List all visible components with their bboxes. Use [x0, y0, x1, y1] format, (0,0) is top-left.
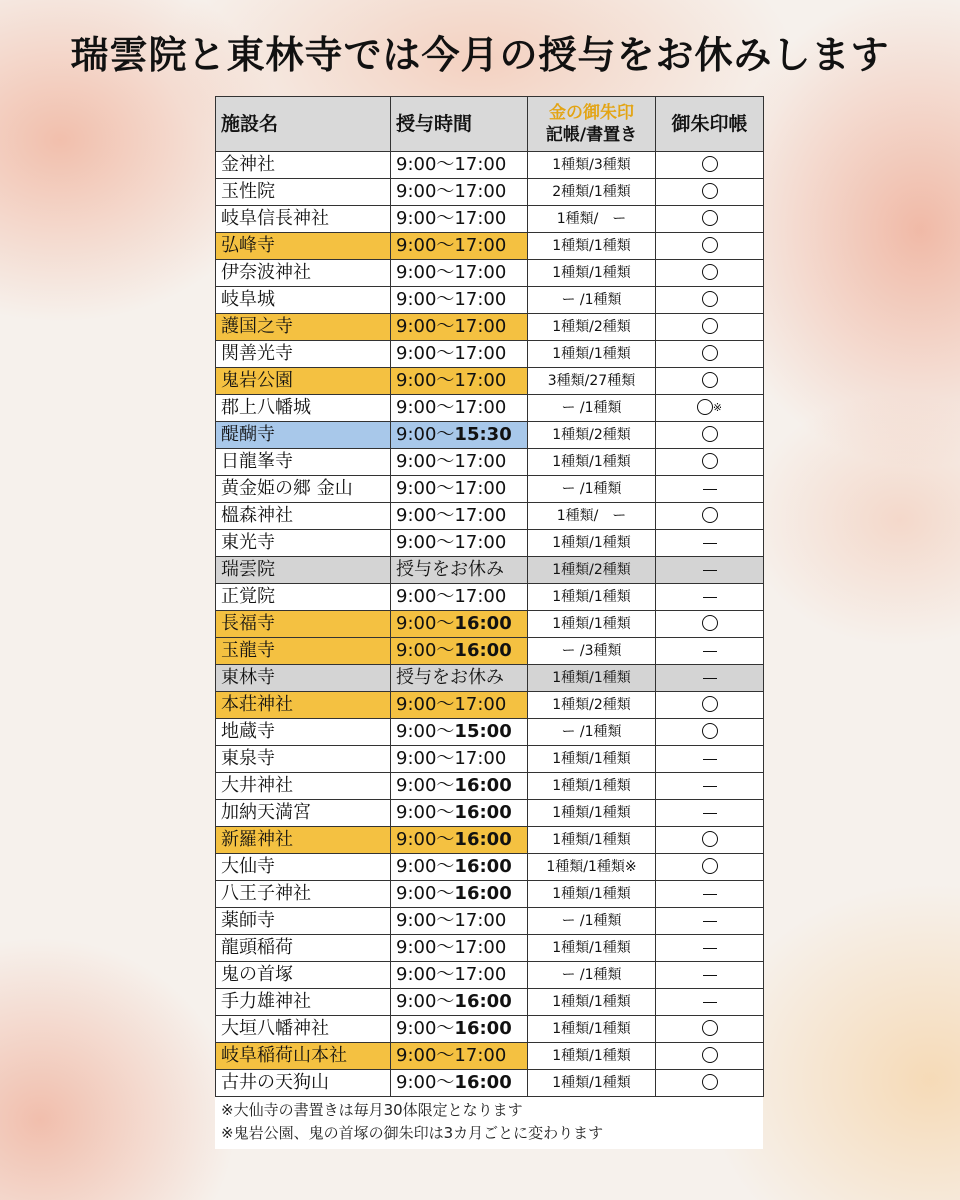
header-gold-title: 金の御朱印 [549, 103, 634, 123]
hours-start: 9:00〜 [396, 937, 455, 958]
gold-goshuin-cell: 1種類/1種類 [528, 449, 656, 476]
circle-mark-icon [702, 453, 718, 469]
goshuin-book-cell [656, 665, 764, 692]
hours-end: 17:00 [454, 532, 507, 553]
circle-mark-icon [702, 1074, 718, 1090]
hours-end: 16:00 [454, 856, 512, 877]
hours-start: 授与をお休み [396, 667, 504, 688]
hours-start: 9:00〜 [396, 262, 455, 283]
facility-name: 鬼の首塚 [216, 962, 391, 989]
hours-cell [391, 881, 528, 908]
hours-start: 9:00〜 [396, 343, 455, 364]
gold-goshuin-cell: ー /1種類 [528, 476, 656, 503]
dash-mark-icon [703, 570, 717, 571]
hours-end: 16:00 [454, 640, 512, 661]
circle-mark-icon [702, 210, 718, 226]
hours-start: 9:00〜 [396, 856, 455, 877]
goshuin-book-cell [656, 827, 764, 854]
header-hours: 授与時間 [391, 97, 528, 152]
table-row [216, 611, 764, 638]
table-row [216, 1016, 764, 1043]
hours-start: 授与をお休み [396, 559, 504, 580]
hours-cell [391, 908, 528, 935]
hours-end: 17:00 [454, 748, 507, 769]
hours-cell [391, 1043, 528, 1070]
gold-goshuin-cell: 1種類/1種類 [528, 665, 656, 692]
table-row [216, 422, 764, 449]
table-row [216, 719, 764, 746]
hours-start: 9:00〜 [396, 181, 455, 202]
hours-cell [391, 503, 528, 530]
gold-goshuin-cell: 1種類/1種類 [528, 530, 656, 557]
goshuin-book-cell [656, 962, 764, 989]
hours-start: 9:00〜 [396, 613, 455, 634]
hours-end: 17:00 [454, 586, 507, 607]
goshuin-book-cell [656, 476, 764, 503]
facility-name: 瑞雲院 [216, 557, 391, 584]
goshuin-book-cell [656, 854, 764, 881]
gold-goshuin-cell: 2種類/1種類 [528, 179, 656, 206]
goshuin-book-cell [656, 908, 764, 935]
gold-goshuin-cell: 1種類/2種類 [528, 692, 656, 719]
facility-name: 正覚院 [216, 584, 391, 611]
circle-mark-icon [697, 399, 713, 415]
hours-cell [391, 800, 528, 827]
footnote: ※大仙寺の書置きは毎月30体限定となります [221, 1101, 523, 1119]
table-row [216, 557, 764, 584]
hours-start: 9:00〜 [396, 505, 455, 526]
hours-start: 9:00〜 [396, 451, 455, 472]
hours-start: 9:00〜 [396, 1018, 455, 1039]
hours-start: 9:00〜 [396, 640, 455, 661]
hours-start: 9:00〜 [396, 964, 455, 985]
facility-name: 新羅神社 [216, 827, 391, 854]
hours-end: 17:00 [454, 505, 507, 526]
hours-end: 17:00 [454, 397, 507, 418]
facility-name: 玉龍寺 [216, 638, 391, 665]
circle-mark-icon [702, 237, 718, 253]
page-title: 瑞雲院と東林寺では今月の授与をお休みします [70, 33, 890, 77]
facility-name: 郡上八幡城 [216, 395, 391, 422]
hours-start: 9:00〜 [396, 721, 455, 742]
hours-end: 17:00 [454, 694, 507, 715]
table-row [216, 287, 764, 314]
facility-name: 榲森神社 [216, 503, 391, 530]
hours-cell [391, 179, 528, 206]
hours-cell [391, 1016, 528, 1043]
book-note-mark: ※ [712, 401, 723, 414]
hours-cell [391, 206, 528, 233]
table-row [216, 989, 764, 1016]
gold-goshuin-cell: ー /1種類 [528, 962, 656, 989]
table-row [216, 800, 764, 827]
dash-mark-icon [703, 543, 717, 544]
circle-mark-icon [702, 156, 718, 172]
goshuin-book-cell [656, 800, 764, 827]
table-row [216, 1043, 764, 1070]
gold-goshuin-cell: 1種類/2種類 [528, 314, 656, 341]
hours-cell [391, 368, 528, 395]
gold-goshuin-cell: ー /1種類 [528, 908, 656, 935]
hours-start: 9:00〜 [396, 235, 455, 256]
header-gold [528, 97, 656, 152]
circle-mark-icon [702, 858, 718, 874]
table-row [216, 827, 764, 854]
hours-end: 16:00 [454, 775, 512, 796]
facility-name: 大仙寺 [216, 854, 391, 881]
goshuin-book-cell [656, 557, 764, 584]
table-row [216, 638, 764, 665]
hours-start: 9:00〜 [396, 991, 455, 1012]
table-row [216, 314, 764, 341]
table-row [216, 368, 764, 395]
dash-mark-icon [703, 948, 717, 949]
goshuin-book-cell [656, 314, 764, 341]
facility-name: 醍醐寺 [216, 422, 391, 449]
hours-cell [391, 665, 528, 692]
goshuin-book-cell [656, 881, 764, 908]
hours-end: 17:00 [454, 937, 507, 958]
table-row [216, 773, 764, 800]
hours-end: 17:00 [454, 964, 507, 985]
hours-end: 17:00 [454, 910, 507, 931]
facility-name: 岐阜信長神社 [216, 206, 391, 233]
hours-end: 16:00 [454, 883, 512, 904]
dash-mark-icon [703, 1002, 717, 1003]
goshuin-table-card [215, 96, 763, 1149]
hours-start: 9:00〜 [396, 748, 455, 769]
dash-mark-icon [703, 489, 717, 490]
hours-end: 15:30 [454, 424, 512, 445]
hours-end: 17:00 [454, 478, 507, 499]
gold-goshuin-cell: 1種類/1種類 [528, 584, 656, 611]
table-row [216, 233, 764, 260]
table-row [216, 962, 764, 989]
circle-mark-icon [702, 426, 718, 442]
gold-goshuin-cell: 3種類/27種類 [528, 368, 656, 395]
facility-name: 伊奈波神社 [216, 260, 391, 287]
table-row [216, 206, 764, 233]
hours-end: 17:00 [454, 154, 507, 175]
gold-goshuin-cell: 1種類/ ー [528, 503, 656, 530]
hours-end: 16:00 [454, 613, 512, 634]
table-row [216, 584, 764, 611]
hours-cell [391, 260, 528, 287]
table-row [216, 260, 764, 287]
facility-name: 鬼岩公園 [216, 368, 391, 395]
hours-end: 17:00 [454, 316, 507, 337]
hours-start: 9:00〜 [396, 154, 455, 175]
table-row [216, 395, 764, 422]
hours-end: 17:00 [454, 181, 507, 202]
hours-end: 16:00 [454, 1018, 512, 1039]
header-book: 御朱印帳 [656, 97, 764, 152]
table-header-row [216, 97, 764, 152]
gold-goshuin-cell: 1種類/1種類 [528, 935, 656, 962]
header-gold-sub: 記帳/書置き [545, 125, 638, 145]
facility-name: 日龍峯寺 [216, 449, 391, 476]
circle-mark-icon [702, 318, 718, 334]
gold-goshuin-cell: 1種類/1種類 [528, 773, 656, 800]
goshuin-book-cell [656, 395, 764, 422]
facility-name: 本荘神社 [216, 692, 391, 719]
facility-name: 手力雄神社 [216, 989, 391, 1016]
facility-name: 東林寺 [216, 665, 391, 692]
facility-name: 地蔵寺 [216, 719, 391, 746]
table-row [216, 503, 764, 530]
table-row [216, 341, 764, 368]
table-row [216, 179, 764, 206]
facility-name: 龍頭稲荷 [216, 935, 391, 962]
hours-cell [391, 746, 528, 773]
circle-mark-icon [702, 264, 718, 280]
goshuin-book-cell [656, 746, 764, 773]
hours-cell [391, 584, 528, 611]
goshuin-book-cell [656, 719, 764, 746]
goshuin-book-cell [656, 449, 764, 476]
dash-mark-icon [703, 786, 717, 787]
hours-start: 9:00〜 [396, 370, 455, 391]
gold-goshuin-cell: 1種類/3種類 [528, 152, 656, 179]
hours-start: 9:00〜 [396, 532, 455, 553]
hours-end: 17:00 [454, 1045, 507, 1066]
goshuin-book-cell [656, 152, 764, 179]
table-row [216, 1070, 764, 1097]
dash-mark-icon [703, 921, 717, 922]
goshuin-book-cell [656, 1016, 764, 1043]
hours-cell [391, 422, 528, 449]
hours-start: 9:00〜 [396, 478, 455, 499]
gold-goshuin-cell: 1種類/1種類 [528, 827, 656, 854]
dash-mark-icon [703, 597, 717, 598]
goshuin-book-cell [656, 503, 764, 530]
hours-cell [391, 1070, 528, 1097]
hours-end: 16:00 [454, 829, 512, 850]
facility-name: 金神社 [216, 152, 391, 179]
goshuin-book-cell [656, 692, 764, 719]
hours-cell [391, 989, 528, 1016]
facility-name: 東光寺 [216, 530, 391, 557]
hours-end: 16:00 [454, 991, 512, 1012]
hours-cell [391, 287, 528, 314]
gold-goshuin-cell: ー /1種類 [528, 719, 656, 746]
hours-cell [391, 638, 528, 665]
dash-mark-icon [703, 975, 717, 976]
goshuin-book-cell [656, 179, 764, 206]
hours-cell [391, 962, 528, 989]
goshuin-book-cell [656, 584, 764, 611]
hours-start: 9:00〜 [396, 397, 455, 418]
hours-cell [391, 476, 528, 503]
gold-goshuin-cell: 1種類/1種類 [528, 1016, 656, 1043]
gold-goshuin-cell: 1種類/1種類 [528, 746, 656, 773]
goshuin-book-cell [656, 206, 764, 233]
table-row [216, 935, 764, 962]
hours-end: 17:00 [454, 262, 507, 283]
circle-mark-icon [702, 696, 718, 712]
hours-end: 15:00 [454, 721, 512, 742]
goshuin-book-cell [656, 422, 764, 449]
hours-start: 9:00〜 [396, 829, 455, 850]
hours-cell [391, 611, 528, 638]
table-row [216, 476, 764, 503]
hours-cell [391, 557, 528, 584]
table-row [216, 908, 764, 935]
hours-cell [391, 827, 528, 854]
gold-goshuin-cell: ー /3種類 [528, 638, 656, 665]
goshuin-book-cell [656, 989, 764, 1016]
hours-start: 9:00〜 [396, 775, 455, 796]
goshuin-book-cell [656, 638, 764, 665]
facility-name: 岐阜稲荷山本社 [216, 1043, 391, 1070]
gold-goshuin-cell: ー /1種類 [528, 395, 656, 422]
hours-start: 9:00〜 [396, 586, 455, 607]
gold-goshuin-cell: 1種類/1種類 [528, 881, 656, 908]
circle-mark-icon [702, 1020, 718, 1036]
circle-mark-icon [702, 291, 718, 307]
circle-mark-icon [702, 372, 718, 388]
gold-goshuin-cell: 1種類/2種類 [528, 557, 656, 584]
gold-goshuin-cell: 1種類/2種類 [528, 422, 656, 449]
facility-name: 古井の天狗山 [216, 1070, 391, 1097]
goshuin-book-cell [656, 368, 764, 395]
gold-goshuin-cell: 1種類/1種類 [528, 611, 656, 638]
facility-name: 薬師寺 [216, 908, 391, 935]
hours-cell [391, 719, 528, 746]
hours-end: 16:00 [454, 1072, 512, 1093]
dash-mark-icon [703, 759, 717, 760]
facility-name: 黄金姫の郷 金山 [216, 476, 391, 503]
goshuin-table [215, 96, 764, 1097]
table-row [216, 530, 764, 557]
goshuin-book-cell [656, 1070, 764, 1097]
hours-end: 17:00 [454, 289, 507, 310]
gold-goshuin-cell: 1種類/1種類 [528, 989, 656, 1016]
hours-end: 16:00 [454, 802, 512, 823]
facility-name: 加納天満宮 [216, 800, 391, 827]
dash-mark-icon [703, 813, 717, 814]
facility-name: 長福寺 [216, 611, 391, 638]
header-name: 施設名 [216, 97, 391, 152]
gold-goshuin-cell: 1種類/1種類 [528, 233, 656, 260]
table-row [216, 746, 764, 773]
footnotes [215, 1097, 763, 1149]
hours-cell [391, 530, 528, 557]
hours-cell [391, 314, 528, 341]
gold-goshuin-cell: 1種類/1種類 [528, 1043, 656, 1070]
facility-name: 岐阜城 [216, 287, 391, 314]
hours-start: 9:00〜 [396, 208, 455, 229]
footnote: ※鬼岩公園、鬼の首塚の御朱印は3カ月ごとに変わります [221, 1124, 604, 1142]
hours-cell [391, 854, 528, 881]
hours-cell [391, 692, 528, 719]
facility-name: 大井神社 [216, 773, 391, 800]
goshuin-book-cell [656, 287, 764, 314]
goshuin-book-cell [656, 260, 764, 287]
circle-mark-icon [702, 723, 718, 739]
gold-goshuin-cell: 1種類/1種類 [528, 1070, 656, 1097]
hours-start: 9:00〜 [396, 1072, 455, 1093]
hours-end: 17:00 [454, 343, 507, 364]
dash-mark-icon [703, 894, 717, 895]
hours-cell [391, 341, 528, 368]
gold-goshuin-cell: 1種類/1種類 [528, 800, 656, 827]
gold-goshuin-cell: 1種類/1種類※ [528, 854, 656, 881]
dash-mark-icon [703, 651, 717, 652]
facility-name: 護国之寺 [216, 314, 391, 341]
circle-mark-icon [702, 831, 718, 847]
circle-mark-icon [702, 1047, 718, 1063]
goshuin-book-cell [656, 530, 764, 557]
gold-goshuin-cell: 1種類/ ー [528, 206, 656, 233]
facility-name: 玉性院 [216, 179, 391, 206]
hours-cell [391, 935, 528, 962]
goshuin-book-cell [656, 935, 764, 962]
hours-start: 9:00〜 [396, 694, 455, 715]
hours-cell [391, 449, 528, 476]
hours-start: 9:00〜 [396, 1045, 455, 1066]
facility-name: 大垣八幡神社 [216, 1016, 391, 1043]
facility-name: 関善光寺 [216, 341, 391, 368]
dash-mark-icon [703, 678, 717, 679]
facility-name: 弘峰寺 [216, 233, 391, 260]
hours-start: 9:00〜 [396, 910, 455, 931]
hours-start: 9:00〜 [396, 424, 455, 445]
table-row [216, 152, 764, 179]
hours-cell [391, 152, 528, 179]
gold-goshuin-cell: ー /1種類 [528, 287, 656, 314]
circle-mark-icon [702, 183, 718, 199]
hours-end: 17:00 [454, 451, 507, 472]
hours-start: 9:00〜 [396, 802, 455, 823]
facility-name: 八王子神社 [216, 881, 391, 908]
table-row [216, 692, 764, 719]
gold-goshuin-cell: 1種類/1種類 [528, 341, 656, 368]
circle-mark-icon [702, 615, 718, 631]
hours-end: 17:00 [454, 208, 507, 229]
goshuin-book-cell [656, 1043, 764, 1070]
hours-start: 9:00〜 [396, 289, 455, 310]
hours-end: 17:00 [454, 235, 507, 256]
goshuin-book-cell [656, 233, 764, 260]
facility-name: 東泉寺 [216, 746, 391, 773]
hours-end: 17:00 [454, 370, 507, 391]
circle-mark-icon [702, 507, 718, 523]
table-row [216, 665, 764, 692]
hours-cell [391, 773, 528, 800]
goshuin-book-cell [656, 773, 764, 800]
hours-start: 9:00〜 [396, 883, 455, 904]
goshuin-book-cell [656, 341, 764, 368]
circle-mark-icon [702, 345, 718, 361]
goshuin-book-cell [656, 611, 764, 638]
table-row [216, 881, 764, 908]
hours-cell [391, 233, 528, 260]
table-row [216, 449, 764, 476]
hours-cell [391, 395, 528, 422]
gold-goshuin-cell: 1種類/1種類 [528, 260, 656, 287]
table-row [216, 854, 764, 881]
hours-start: 9:00〜 [396, 316, 455, 337]
